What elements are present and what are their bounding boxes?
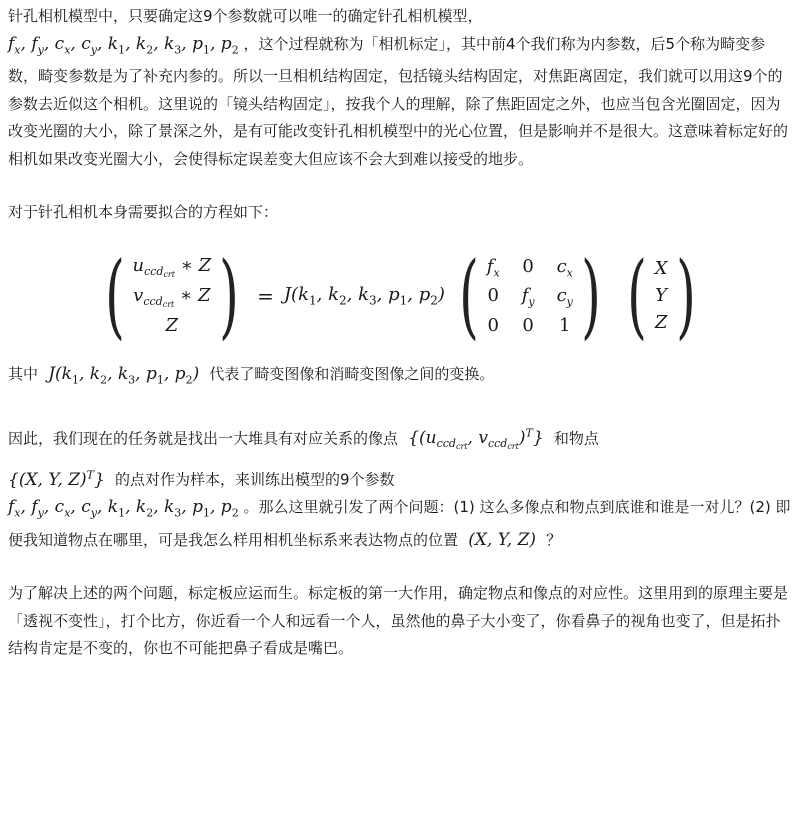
world-point-vector: ( X Y Z ) [626,241,696,349]
point-coordinates: (X, Y, Z) [462,529,542,550]
lhs-v-entry: $v_{ccdcrt}$ ∗ Z [133,285,211,310]
equals-sign: = [257,283,274,308]
paragraph-distortion-function: 其中 $J(k_1$, $k_2$, $k_3$, $p_1$, $p_2$) 代表了畸变图像和消畸变图像之间的变换。 [8,363,495,387]
lhs-vector: ( $u_{ccdcrt}$ ∗ Z $v_{ccdcrt}$ ∗ Z Z ) [104,241,239,349]
lhs-z-entry: Z [165,315,179,337]
paragraph-calibration-board: 为了解决上述的两个问题，标定板应运而生。标定板的第一大作用，确定物点和像点的对应性。这里用到的原理主要是「透视不变性」，打个比方，你近看一个人和远看一个人，虽然他的鼻子大小变了，你看鼻子的视角也变了，但是拓扑结构肯定是不变的，你也不可能把鼻子看成是嘴巴。 [8,584,789,658]
projection-equation [8,241,792,351]
image-points-set: {($u_{ccdcrt}$, $v_{ccdcrt})^T$} [402,426,550,452]
parameter-list-formula-2: $f_x$, $f_y$, $c_x$, $c_y$, $k_1$, $k_2$, $k_3$, $p_1$, $p_2$ [8,497,239,520]
parameter-list-formula: $f_x$, $f_y$, $c_x$, $c_y$, $k_1$, $k_2$, $k_3$, $p_1$, $p_2$ [8,33,239,56]
calibration-explanation: ，这个过程就称为「相机标定」，其中前4个我们称为内参数，后5个称为畸变参数，畸变参数是为了补充内参的。所以一旦相机结构固定，包括镜头结构固定，对焦距离固定，我们就可以用这9个的参数去近似这个相机。这里说的「镜头结构固定」，按我个人的理解，除了焦距固定之外，也应当包含光圈固定，因为改变光圈的大小，除了景深之外，是有可能改变针孔相机模型中的光心位置，但是影响并不是很大。这意味着标定好的相机如果改变光圈大小，会使得标定误差变大但应该不会大到难以接受的地步。 [8,34,789,168]
equation-intro: 对于针孔相机本身需要拟合的方程如下： [8,203,279,222]
object-points-set: {(X, Y, Z)$^T$} [8,467,111,490]
paragraph-camera-parameters [8,3,792,173]
lhs-u-entry: $u_{ccdcrt}$ ∗ Z [132,255,212,280]
distortion-function-inline: $J(k_1$, $k_2$, $k_3$, $p_1$, $p_2$) [42,363,205,387]
intrinsic-matrix: ( $f_x$ 0 $c_x$ 0 $f_y$ $c_y$ 0 0 1 ) [458,241,601,349]
intro-text: 针孔相机模型中，只要确定这9个参数就可以唯一的确定针孔相机模型， [8,7,483,25]
distortion-function: $J(k_1$, $k_2$, $k_3$, $p_1$, $p_2$) [283,284,445,308]
paragraph-task: 因此，我们现在的任务就是找出一大堆具有对应关系的像点 {($u_{ccdcrt}$, $v_{ccdcrt})^T$} 和物点 {(X, Y, Z)$^T$} 的点对作为样本，来训练出模型的9个参数 $f_x$, $f_y$, $c_x$, $c_y$, $k_1$, $k_2$, $k_3$, $p_1$, $p_2$ 。那么这里就引发了两个问题：(1) 这么多像点和物点到底谁和谁是一对儿？(2) 即便我知道物点在哪里，可是我怎么样用相机坐标系来表达物点的位置 (X, Y, Z) ？ [8,426,791,550]
